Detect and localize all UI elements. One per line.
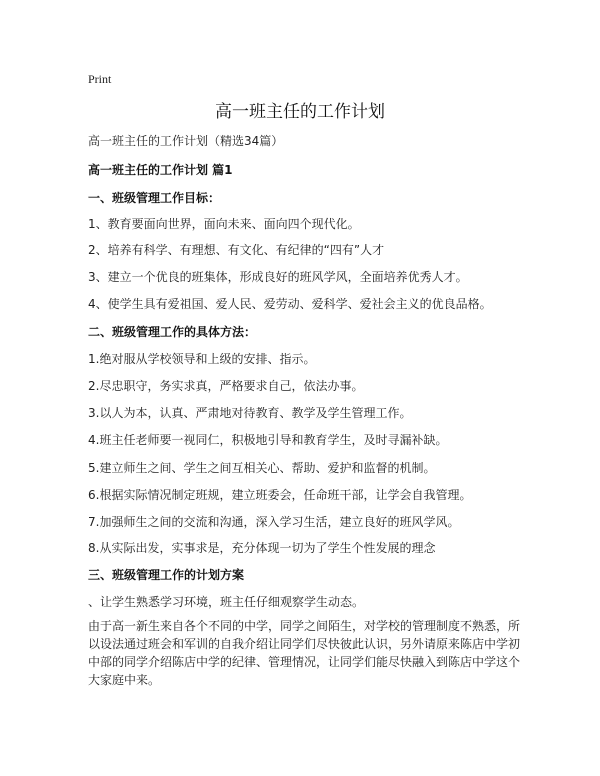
list-item: 6.根据实际情况制定班规，建立班委会，任命班干部，让学会自我管理。 [88, 488, 472, 502]
list-item: 4.班主任老师要一视同仁，积极地引导和教育学生，及时寻漏补缺。 [88, 433, 448, 447]
subtitle: 高一班主任的工作计划（精选34篇） [88, 134, 284, 148]
list-item: 1.绝对服从学校领导和上级的安排、指示。 [88, 352, 316, 366]
list-item: 、让学生熟悉学习环境，班主任仔细观察学生动态。 [88, 595, 365, 609]
paragraph-line: 大家庭中来。 [88, 673, 161, 687]
list-item: 5.建立师生之间、学生之间互相关心、帮助、爱护和监督的机制。 [88, 461, 436, 475]
list-item: 7.加强师生之间的交流和沟通，深入学习生活，建立良好的班风学风。 [88, 515, 460, 529]
list-item: 1、教育要面向世界，面向未来、面向四个现代化。 [88, 217, 360, 231]
paragraph-line: 以设法通过班会和军训的自我介绍让同学们尽快彼此认识，另外请原来陈店中学初 [88, 637, 521, 651]
list-item: 2、培养有科学、有理想、有文化、有纪律的“四有”人才 [88, 243, 385, 257]
article-heading: 高一班主任的工作计划 篇1 [88, 163, 233, 177]
list-item: 2.尽忠职守，务实求真，严格要求自己，依法办事。 [88, 379, 364, 393]
list-item: 8.从实际出发，实事求是，充分体现一切为了学生个性发展的理念 [88, 541, 436, 555]
print-link[interactable]: Print [88, 72, 112, 86]
list-item: 4、使学生具有爱祖国、爱人民、爱劳动、爱科学、爱社会主义的优良品格。 [88, 297, 492, 311]
paragraph-line: 中部的同学介绍陈店中学的纪律、管理情况，让同学们能尽快融入到陈店中学这个 [88, 655, 521, 669]
paragraph-line: 由于高一新生来自各个不同的中学，同学之间陌生，对学校的管理制度不熟悉，所 [88, 619, 521, 633]
page-title: 高一班主任的工作计划 [215, 102, 385, 122]
body-paragraph [88, 617, 528, 689]
section3-heading: 三、班级管理工作的计划方案 [88, 568, 245, 582]
list-item: 3.以人为本，认真、严肃地对待教育、教学及学生管理工作。 [88, 406, 412, 420]
section1-heading: 一、班级管理工作目标： [88, 191, 221, 205]
section2-heading: 二、班级管理工作的具体方法： [88, 325, 257, 339]
list-item: 3、建立一个优良的班集体，形成良好的班风学风，全面培养优秀人才。 [88, 270, 468, 284]
